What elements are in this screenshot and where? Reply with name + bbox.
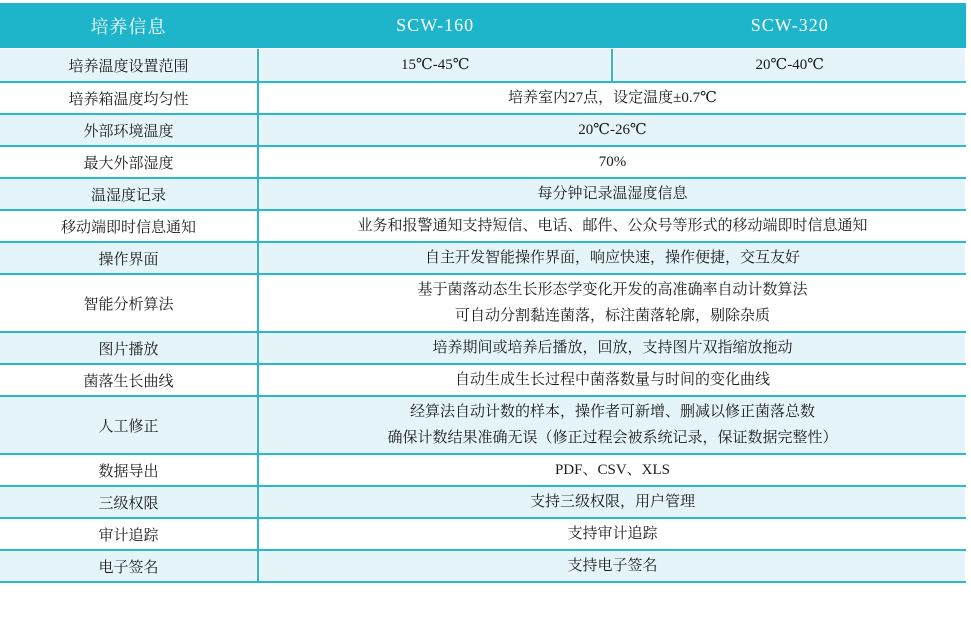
row-value-cell <box>257 519 966 549</box>
header-cell-scw-320: SCW-320 <box>750 15 829 35</box>
table-body <box>0 49 966 583</box>
row-values <box>257 455 966 485</box>
row-value-cell <box>257 147 966 177</box>
value-text-line: 支持审计追踪 <box>567 526 658 542</box>
table-row <box>0 273 966 331</box>
row-values <box>257 275 966 331</box>
table-row <box>0 241 966 273</box>
table-row <box>0 485 966 517</box>
value-text-line: 支持三级权限，用户管理 <box>529 494 695 510</box>
row-values <box>257 365 966 395</box>
table-row <box>0 209 966 241</box>
table-row <box>0 81 966 113</box>
row-label: 审计追踪 <box>0 519 257 549</box>
row-values <box>257 551 966 581</box>
row-label: 人工修正 <box>0 397 257 453</box>
row-label: 培养温度设置范围 <box>0 49 257 81</box>
row-label: 外部环境温度 <box>0 115 257 145</box>
row-value-cell <box>257 487 966 517</box>
row-label: 移动端即时信息通知 <box>0 211 257 241</box>
header-cell-culture-info: 培养信息 <box>90 16 167 37</box>
value-text-line: 培养期间或培养后播放，回放，支持图片双指缩放拖动 <box>432 340 793 356</box>
value-text-line: 自动生成生长过程中菌落数量与时间的变化曲线 <box>454 372 770 388</box>
row-label: 培养箱温度均匀性 <box>0 83 257 113</box>
value-text-line: 培养室内27点，设定温度±0.7℃ <box>508 90 717 106</box>
value-text-line: 每分钟记录温湿度信息 <box>537 186 688 202</box>
row-value-cell <box>257 211 966 241</box>
row-label: 电子签名 <box>0 551 257 581</box>
row-value-cell <box>257 179 966 209</box>
row-label: 菌落生长曲线 <box>0 365 257 395</box>
row-value-cell <box>257 83 966 113</box>
row-values <box>257 487 966 517</box>
table-row <box>0 145 966 177</box>
row-values <box>257 397 966 453</box>
row-label: 数据导出 <box>0 455 257 485</box>
row-value-cell-scw-320 <box>611 49 966 81</box>
row-values <box>257 519 966 549</box>
value-text-line: 15℃-45℃ <box>400 57 470 73</box>
row-label: 三级权限 <box>0 487 257 517</box>
table-row <box>0 453 966 485</box>
row-value-cell-scw-160 <box>257 49 612 81</box>
row-label: 图片播放 <box>0 333 257 363</box>
row-values <box>257 147 966 177</box>
row-value-cell <box>257 275 966 331</box>
row-values <box>257 211 966 241</box>
value-text-line: 20℃-40℃ <box>755 57 825 73</box>
row-label: 操作界面 <box>0 243 257 273</box>
row-label: 最大外部湿度 <box>0 147 257 177</box>
table-row <box>0 331 966 363</box>
row-values <box>257 115 966 145</box>
row-value-cell <box>257 333 966 363</box>
table-row <box>0 395 966 453</box>
row-values <box>257 243 966 273</box>
table-row <box>0 363 966 395</box>
value-text-line: 70% <box>598 154 627 170</box>
row-values <box>257 83 966 113</box>
table-row <box>0 177 966 209</box>
row-value-cell <box>257 115 966 145</box>
value-text-line: 自主开发智能操作界面，响应快速，操作便捷，交互友好 <box>424 250 800 266</box>
value-text-line: 确保计数结果准确无误（修正过程会被系统记录，保证数据完整性） <box>387 430 838 446</box>
row-value-cell <box>257 455 966 485</box>
value-text-line: 20℃-26℃ <box>578 122 647 138</box>
row-values <box>257 333 966 363</box>
row-value-cell <box>257 551 966 581</box>
row-value-cell <box>257 397 966 453</box>
row-value-cell <box>257 243 966 273</box>
table-row <box>0 549 966 581</box>
spec-table <box>0 3 966 583</box>
table-row <box>0 113 966 145</box>
row-label: 智能分析算法 <box>0 275 257 331</box>
value-text-line: 业务和报警通知支持短信、电话、邮件、公众号等形式的移动端即时信息通知 <box>357 218 868 234</box>
row-values <box>257 179 966 209</box>
value-text-line: 经算法自动计数的样本，操作者可新增、删减以修正菌落总数 <box>409 404 815 420</box>
header-cell-scw-160: SCW-160 <box>396 15 475 35</box>
row-label: 温湿度记录 <box>0 179 257 209</box>
table-row <box>0 517 966 549</box>
value-text-line: 支持电子签名 <box>567 558 658 574</box>
value-text-line: 可自动分割黏连菌落，标注菌落轮廓，剔除杂质 <box>454 308 770 324</box>
row-values <box>257 49 966 81</box>
row-value-cell <box>257 365 966 395</box>
table-header-row <box>0 3 966 48</box>
table-row <box>0 49 966 81</box>
value-text-line: 基于菌落动态生长形态学变化开发的高准确率自动计数算法 <box>417 282 808 298</box>
value-text-line: PDF、CSV、XLS <box>554 462 670 478</box>
